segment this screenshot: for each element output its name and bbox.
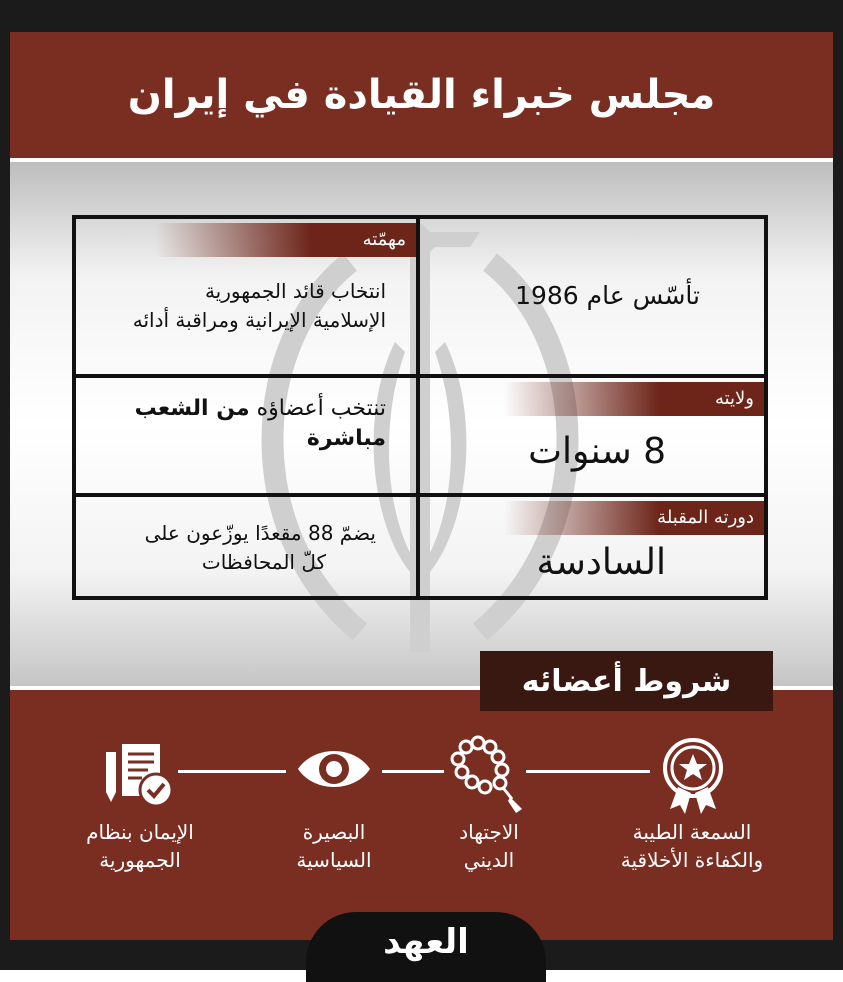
condition-connector	[382, 770, 444, 773]
condition-label-line1: البصيرة	[302, 820, 366, 844]
term-label: ولايته	[504, 382, 764, 416]
next-session-text: السادسة	[536, 542, 666, 583]
mission-text-line1: انتخاب قائد الجمهورية	[204, 279, 386, 303]
condition-label-line1: الاجتهاد	[459, 820, 519, 844]
election-text-line2: مباشرة	[306, 426, 386, 451]
next-session-cell	[420, 497, 764, 596]
condition-label-reputation	[592, 818, 792, 874]
header-banner	[10, 32, 833, 158]
mission-label: مهمّته	[156, 223, 416, 257]
term-text: 8 سنوات	[528, 431, 666, 472]
seats-text-line1: يضمّ 88 مقعدًا يوزّعون على	[144, 521, 376, 545]
conditions-heading: شروط أعضائه	[480, 651, 773, 711]
left-frame-bar	[0, 0, 10, 970]
condition-label-line2: الديني	[463, 848, 515, 872]
condition-connector	[178, 770, 286, 773]
condition-label-line1: الإيمان بنظام	[86, 820, 194, 844]
election-text	[86, 394, 386, 454]
top-frame-bar	[0, 0, 843, 32]
brand-logo: العهد	[383, 922, 469, 962]
condition-label-line2: والكفاءة الأخلاقية	[620, 848, 764, 872]
document-check-icon	[104, 740, 176, 810]
seats-cell	[76, 497, 416, 596]
prayer-beads-icon	[450, 735, 530, 815]
condition-connector	[526, 770, 650, 773]
right-frame-bar	[833, 0, 843, 970]
next-session-label: دورته المقبلة	[504, 501, 764, 535]
condition-label-insight	[234, 818, 434, 874]
election-text-line1	[86, 394, 386, 424]
mission-cell	[76, 219, 416, 374]
condition-label-line2: الجمهورية	[99, 848, 181, 872]
term-cell	[420, 378, 764, 493]
election-text-part2: من الشعب	[134, 396, 250, 421]
condition-label-line1: السمعة الطيبة	[632, 820, 752, 844]
founded-text: تأسّس عام 1986	[515, 281, 700, 310]
info-grid	[72, 215, 768, 600]
mission-text	[86, 277, 386, 335]
founded-cell	[420, 219, 764, 374]
mission-text-line2: الإسلامية الإيرانية ومراقبة أدائه	[132, 308, 386, 332]
page-title: مجلس خبراء القيادة في إيران	[127, 72, 716, 118]
election-cell	[76, 378, 416, 493]
condition-label-faith	[40, 818, 240, 874]
election-text-part1: تنتخب أعضاؤه	[249, 396, 386, 421]
seats-text	[76, 519, 376, 577]
medal-star-icon	[660, 735, 726, 815]
seats-text-line2: كلّ المحافظات	[201, 550, 326, 574]
condition-label-line2: السياسية	[296, 848, 372, 872]
eye-icon	[296, 743, 372, 795]
